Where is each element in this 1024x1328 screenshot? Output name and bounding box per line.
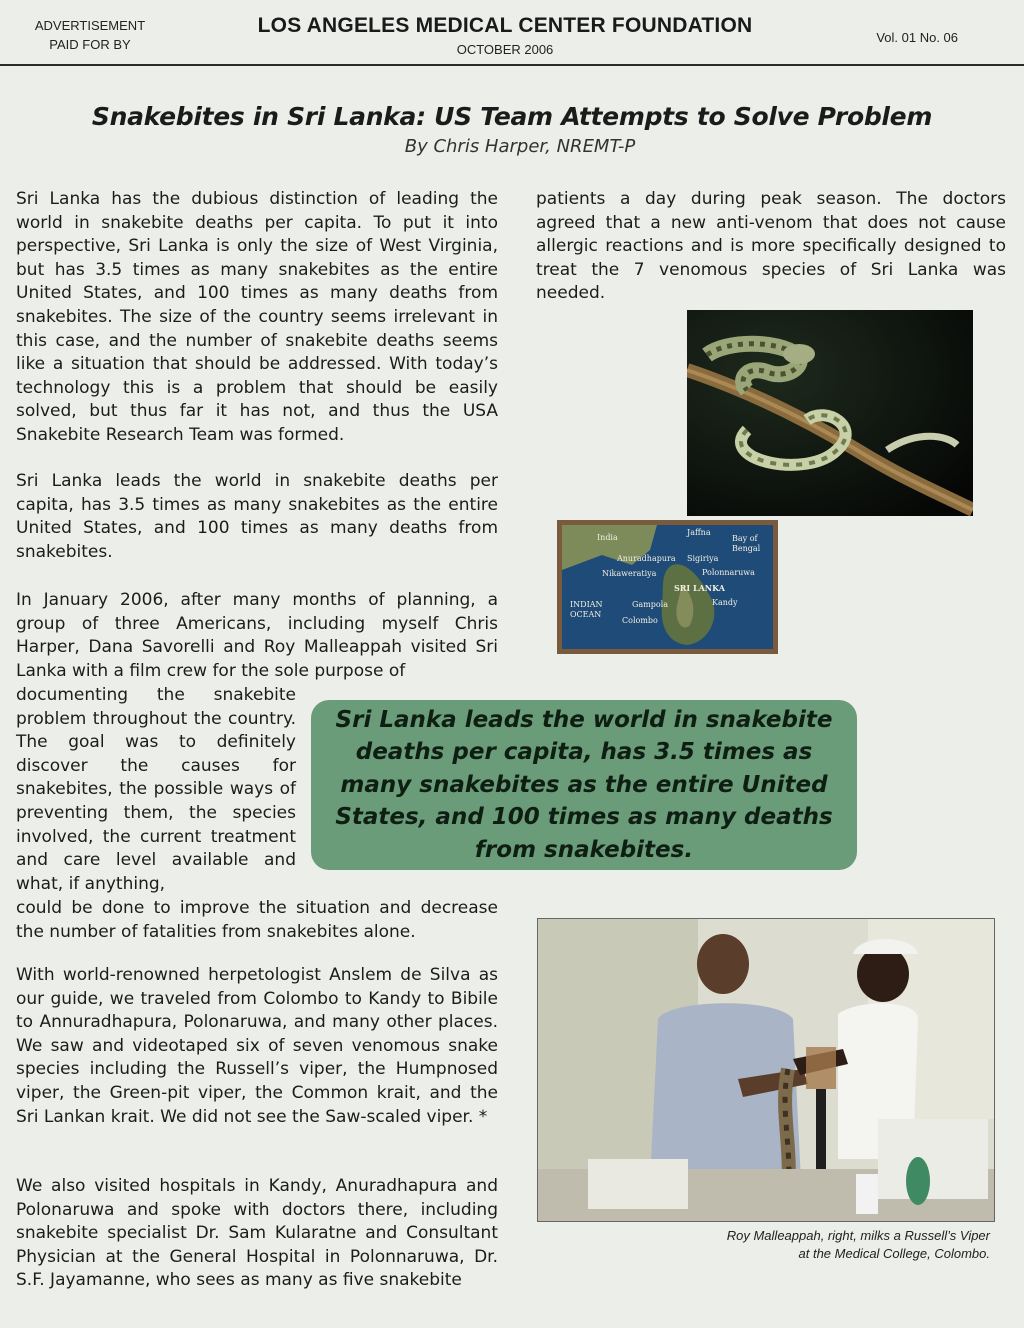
venom-milking-photo xyxy=(537,918,995,1222)
snake-photo xyxy=(687,310,973,516)
publication-title: LOS ANGELES MEDICAL CENTER FOUNDATION xyxy=(257,14,753,37)
article-byline: By Chris Harper, NREMT-P xyxy=(404,136,636,157)
map-label-bay-of: Bay of xyxy=(732,534,758,543)
map-label-nikaweratiya: Nikaweratiya xyxy=(602,569,657,578)
map-label-bengal: Bengal xyxy=(732,544,761,553)
venom-milking-illustration xyxy=(538,919,994,1221)
paragraph-intro: Sri Lanka has the dubious distinction of leading the world in snakebite deaths per capita. To put it into perspective, Sri Lanka is only the size of West Virginia, but has 3.5 times as many snakebites as the entire United States, and 100 times as many deaths from snakebites. The size of the country seems irrelevant in this case, and the number of snakebite deaths seems like a situation that should be addressed. With today’s technology this is a problem that should be easily solved, but thus far it has not, and thus the USA Snakebite Research Team was formed. xyxy=(16,189,498,445)
advertisement-label xyxy=(10,16,170,54)
pull-quote xyxy=(311,700,857,870)
photo-caption xyxy=(560,1227,990,1263)
ad-line-2: PAID FOR BY xyxy=(49,37,131,52)
pull-quote-text: Sri Lanka leads the world in snakebite deaths per capita, has 3.5 times as many snakebites as the entire United States, and 100 times as many deaths from snakebites. xyxy=(335,706,833,863)
map-label-sri-lanka: SRI LANKA xyxy=(674,583,725,593)
sri-lanka-map xyxy=(557,520,778,654)
map-label-india: India xyxy=(597,533,618,542)
caption-line-2: at the Medical College, Colombo. xyxy=(798,1246,990,1261)
map-label-jaffna: Jaffna xyxy=(687,528,711,537)
map-label-sigiriya: Sigiriya xyxy=(687,554,719,563)
paragraph-january-start: In January 2006, after many months of planning, a group of three Americans, including myself Chris Harper, Dana Savorelli and Roy Malleappah visited Sri Lanka with a film crew for the sole purpose of xyxy=(16,590,498,681)
paragraph-right-column: patients a day during peak season. The doctors agreed that a new anti-venom that does not cause allergic reactions and is more specifically designed to treat the 7 venomous species of Sri Lanka was needed. xyxy=(536,189,1006,304)
volume-number: Vol. 01 No. 06 xyxy=(876,30,958,45)
snake-illustration xyxy=(687,310,973,516)
map-label-polonnaruwa: Polonnaruwa xyxy=(702,568,755,577)
map-label-colombo: Colombo xyxy=(622,616,658,625)
map-label-anuradhapura: Anuradhapura xyxy=(617,554,676,563)
header-rule xyxy=(0,64,1024,66)
map-label-ocean: OCEAN xyxy=(570,610,602,619)
paragraph-january-end: could be done to improve the situation and decrease the number of fatalities from snakebites alone. xyxy=(16,898,498,942)
issue-date: OCTOBER 2006 xyxy=(456,42,554,57)
ad-line-1: ADVERTISEMENT xyxy=(34,18,146,33)
paragraph-summary: Sri Lanka leads the world in snakebite deaths per capita, has 3.5 times as many snakebites as the entire United States, and 100 times as many deaths from snakebites. xyxy=(16,471,498,562)
map-label-indian: INDIAN xyxy=(570,600,603,609)
paragraph-hospitals: We also visited hospitals in Kandy, Anuradhapura and Polonaruwa and spoke with doctors there, including snakebite specialist Dr. Sam Kularatne and Consultant Physician at the General Hospital in Polonnaruwa, Dr. S.F. Jayamanne, who sees as many as five snakebite xyxy=(16,1176,498,1291)
paragraph-january-wrap: documenting the snakebite problem throughout the country. The goal was to definitely discover the causes for snakebites, the possible ways of preventing them, the species involved, the current treatment and care level available and what, if anything, xyxy=(16,685,296,894)
caption-line-1: Roy Malleappah, right, milks a Russell’s Viper xyxy=(726,1228,990,1243)
paragraph-herpetologist: With world-renowned herpetologist Anslem de Silva as our guide, we traveled from Colombo to Kandy to Bibile to Annuradhapura, Polonaruwa, and many other places. We saw and videotaped six of seven venomous snake species including the Russell’s viper, the Humpnosed viper, the Green-pit viper, the Common krait, and the Sri Lankan krait. We did not see the Saw-scaled viper. * xyxy=(16,965,498,1127)
map-label-kandy: Kandy xyxy=(712,598,738,607)
map-label-gampola: Gampola xyxy=(632,600,669,609)
article-headline: Snakebites in Sri Lanka: US Team Attempts to Solve Problem xyxy=(91,102,933,131)
map-illustration xyxy=(562,525,773,649)
